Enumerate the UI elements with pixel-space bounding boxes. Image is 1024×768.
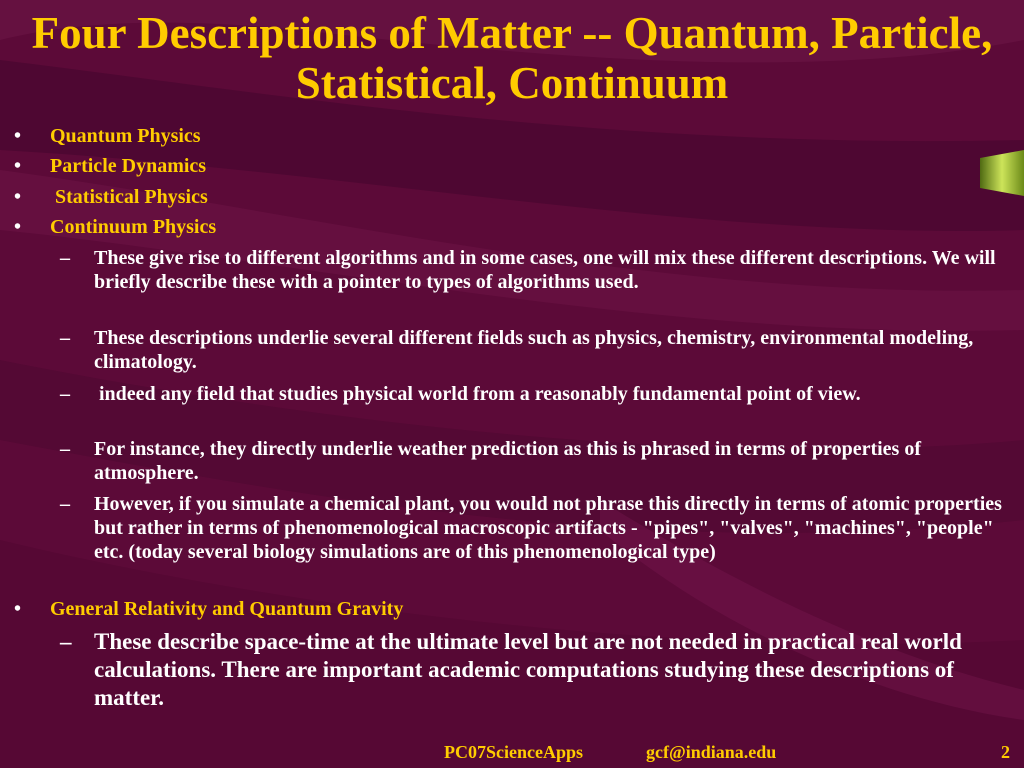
sub-marker: – [60,493,70,515]
sub-item-text: For instance, they directly underlie weather prediction as this is phrased in terms of properties of atmosphere. [94,438,921,484]
bullet-marker: • [14,125,22,147]
footer-course: PC07ScienceApps [444,742,583,762]
sub-item-text: These give rise to different algorithms and in some cases, one will mix these different descriptions. We will briefly describe these with a pointer to types of algorithms used. [94,247,996,293]
bullet-marker: • [14,216,22,238]
bullet-text: Particle Dynamics [50,155,207,177]
bullet-marker: • [14,598,22,620]
sub-item-text: indeed any field that studies physical world from a reasonably fundamental point of view. [94,383,861,405]
bullet-text: Continuum Physics [50,216,217,238]
sub-item-text: These describe space-time at the ultimate level but are not needed in practical real world calculations. There are important academic computations studying these descriptions of matter. [94,629,962,710]
footer-page-number: 2 [1001,742,1010,762]
sub-item-text: These descriptions underlie several different fields such as physics, chemistry, environmental modeling, climatology. [94,327,974,373]
bullet-marker: • [14,155,22,177]
bullet-text: General Relativity and Quantum Gravity [50,598,404,620]
sub-marker: – [60,327,70,349]
sub-item-text: However, if you simulate a chemical plant, you would not phrase this directly in terms of atomic properties but rather in terms of phenomenological macroscopic artifacts - "pipes", "valves", "machines", "people" etc. (today several biology simulations are of this phenomenological type) [94,493,1002,563]
sub-marker: – [60,438,70,460]
bullet-marker: • [14,186,22,208]
sub-marker: – [60,383,70,405]
sub-marker: – [60,247,70,269]
slide-title: Four Descriptions of Matter -- Quantum, Particle, Statistical, Continuum [31,8,993,108]
bullet-text: Quantum Physics [50,125,201,147]
sub-marker: – [60,629,72,654]
bullet-text: Statistical Physics [50,186,208,208]
footer-email: gcf@indiana.edu [646,742,777,762]
